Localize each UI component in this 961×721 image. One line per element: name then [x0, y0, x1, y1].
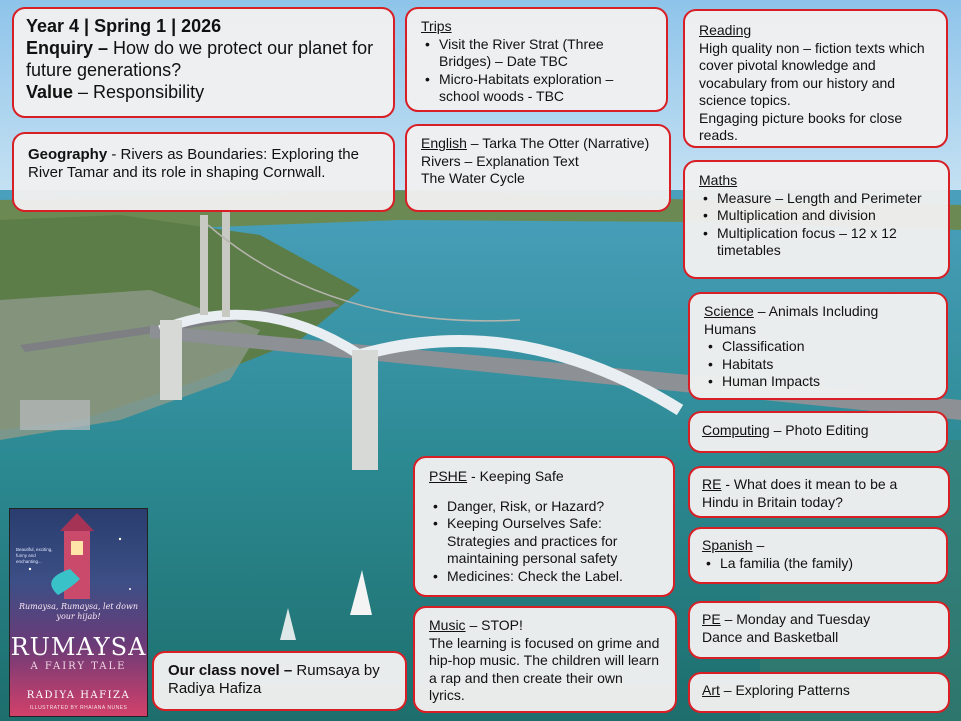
- cover-title: RUMAYSA: [10, 633, 147, 661]
- trips-box: [405, 7, 668, 112]
- trips-list: [421, 36, 652, 106]
- pe-label: PE: [702, 611, 721, 627]
- maths-label: Maths: [699, 172, 738, 188]
- list-item: • Danger, Risk, or Hazard?: [429, 498, 659, 516]
- pshe-text: - Keeping Safe: [467, 468, 564, 484]
- art-text: – Exploring Patterns: [719, 682, 850, 698]
- music-box: [413, 606, 677, 713]
- list-item: • Classification: [704, 338, 932, 356]
- value-text: – Responsibility: [73, 82, 205, 102]
- pe-line2: Dance and Basketball: [702, 628, 839, 645]
- reading-label: Reading: [699, 22, 752, 38]
- list-item: • Habitats: [704, 356, 932, 374]
- geography-text: - Rivers as Boundaries: Exploring the River Tamar and its role in shaping Cornwall.: [28, 146, 359, 181]
- maths-box: [683, 160, 950, 279]
- enquiry-label: Enquiry –: [26, 38, 109, 58]
- science-text: – Animals Including Humans: [704, 303, 879, 337]
- header-box: [12, 7, 395, 118]
- novel-cover-image: [10, 509, 147, 716]
- trips-label: Trips: [421, 18, 452, 34]
- re-box: [688, 466, 950, 518]
- list-item: • Micro-Habitats exploration – school woods - TBC: [421, 71, 652, 106]
- english-label: English: [421, 135, 467, 151]
- list-item: • Multiplication and division: [699, 207, 934, 225]
- pshe-box: [413, 456, 675, 597]
- enquiry-text: How do we protect our planet for future generations?: [26, 38, 374, 80]
- cover-author: RADIYA HAFIZA: [26, 690, 131, 701]
- header-title: Year 4 | Spring 1 | 2026: [26, 16, 222, 36]
- re-label: RE: [702, 476, 722, 492]
- science-label: Science: [704, 303, 754, 319]
- computing-label: Computing: [702, 422, 770, 438]
- list-item: • Measure – Length and Perimeter: [699, 190, 934, 208]
- music-title: – STOP!: [465, 617, 523, 633]
- music-text: The learning is focused on grime and hip-hop music. The children will learn a rap and then create their own lyrics.: [429, 634, 660, 703]
- list-item: • Multiplication focus – 12 x 12 timetables: [699, 225, 934, 260]
- cover-subtitle: A FAIRY TALE: [30, 661, 127, 672]
- novel-box: [152, 651, 407, 711]
- value-label: Value: [26, 82, 74, 102]
- novel-label: Our class novel –: [168, 662, 293, 679]
- spanish-text: –: [752, 537, 765, 553]
- list-item: • Human Impacts: [704, 373, 932, 391]
- english-line2: Rivers – Explanation Text: [421, 152, 579, 169]
- list-item: • Keeping Ourselves Safe: Strategies and practices for maintaining personal safety: [429, 515, 659, 568]
- cover-blurb: Beautiful, exciting, funny and enchanting...: [16, 547, 53, 564]
- geography-label: Geography: [28, 146, 108, 163]
- art-box: [688, 672, 950, 713]
- computing-box: [688, 411, 948, 453]
- list-item: • Visit the River Strat (Three Bridges) – Date TBC: [421, 36, 652, 71]
- maths-list: [699, 190, 934, 260]
- english-line1: – Tarka The Otter (Narrative): [466, 135, 650, 151]
- spanish-box: [688, 527, 948, 584]
- pshe-list: [429, 498, 659, 586]
- reading-line1: High quality non – fiction texts which cover pivotal knowledge and vocabulary from our history and science topics.: [699, 39, 925, 108]
- reading-line2: Engaging picture books for close reads.: [699, 109, 903, 143]
- english-box: [405, 124, 671, 212]
- reading-box: [683, 9, 948, 148]
- music-label: Music: [429, 617, 466, 633]
- spanish-label: Spanish: [702, 537, 753, 553]
- pe-box: [688, 601, 950, 659]
- english-line3: The Water Cycle: [421, 170, 525, 186]
- list-item: • Medicines: Check the Label.: [429, 568, 659, 586]
- novel-text: Rumsaya by Radiya Hafiza: [168, 662, 380, 697]
- pshe-label: PSHE: [429, 468, 468, 484]
- science-box: [688, 292, 948, 400]
- computing-text: – Photo Editing: [769, 422, 869, 438]
- science-list: [704, 338, 932, 391]
- art-label: Art: [702, 682, 720, 698]
- spanish-list: [702, 555, 934, 573]
- geography-box: [12, 132, 395, 212]
- re-text: - What does it mean to be a Hindu in Britain today?: [702, 476, 898, 510]
- cover-illustrator: ILLUSTRATED BY RHAIANA NUNES: [29, 705, 128, 711]
- pe-line1: – Monday and Tuesday: [720, 611, 871, 627]
- cover-tagline: Rumaysa, Rumaysa, let down your hijab!: [18, 602, 138, 621]
- list-item: • La familia (the family): [702, 555, 934, 573]
